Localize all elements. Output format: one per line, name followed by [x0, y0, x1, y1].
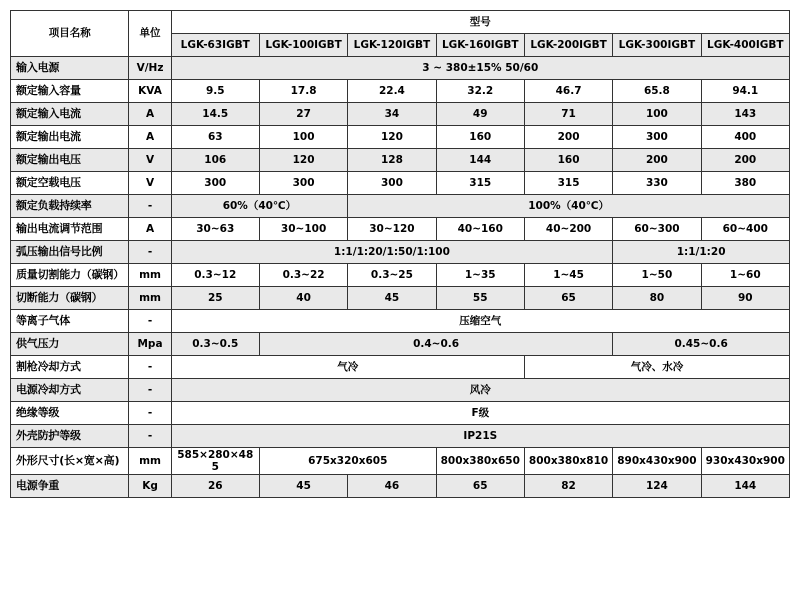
table-row — [11, 425, 790, 448]
row-value: 40~200 — [524, 218, 612, 241]
row-value: 9.5 — [171, 80, 259, 103]
row-value: 1:1/1:20/1:50/1:100 — [171, 241, 613, 264]
table-row — [11, 287, 790, 310]
row-label: 额定空载电压 — [11, 172, 129, 195]
table-row — [11, 379, 790, 402]
row-value: 60%（40℃） — [171, 195, 348, 218]
row-value: IP21S — [171, 425, 789, 448]
table-row — [11, 57, 790, 80]
row-value: 0.4~0.6 — [259, 333, 612, 356]
table-row — [11, 448, 790, 475]
row-unit: - — [129, 402, 171, 425]
row-value: 106 — [171, 149, 259, 172]
row-label: 外形尺寸(长×宽×高) — [11, 448, 129, 475]
row-value: 80 — [613, 287, 701, 310]
row-unit: - — [129, 356, 171, 379]
row-value: 63 — [171, 126, 259, 149]
row-value: 330 — [613, 172, 701, 195]
row-value: 40 — [259, 287, 347, 310]
row-value: 94.1 — [701, 80, 789, 103]
row-unit: - — [129, 241, 171, 264]
row-value: 120 — [348, 126, 436, 149]
table-body — [11, 57, 790, 498]
row-value: 100%（40℃） — [348, 195, 790, 218]
row-unit: - — [129, 379, 171, 402]
row-value: 27 — [259, 103, 347, 126]
row-label: 切断能力（碳钢） — [11, 287, 129, 310]
row-value: 65 — [524, 287, 612, 310]
row-label: 割枪冷却方式 — [11, 356, 129, 379]
row-value: 160 — [436, 126, 524, 149]
row-value: 300 — [259, 172, 347, 195]
row-value: 300 — [613, 126, 701, 149]
row-value: 3 ~ 380±15% 50/60 — [171, 57, 789, 80]
row-label: 等离子气体 — [11, 310, 129, 333]
row-label: 额定输出电流 — [11, 126, 129, 149]
header-item-name: 项目名称 — [11, 11, 129, 57]
row-value: 压缩空气 — [171, 310, 789, 333]
row-value: 90 — [701, 287, 789, 310]
row-unit: A — [129, 103, 171, 126]
row-value: 143 — [701, 103, 789, 126]
row-label: 电源争重 — [11, 475, 129, 498]
row-value: 0.3~0.5 — [171, 333, 259, 356]
row-value: 300 — [171, 172, 259, 195]
row-value: 25 — [171, 287, 259, 310]
row-value: 30~120 — [348, 218, 436, 241]
row-value: 800x380x650 — [436, 448, 524, 475]
row-value: 300 — [348, 172, 436, 195]
row-value: 0.3~25 — [348, 264, 436, 287]
row-value: 124 — [613, 475, 701, 498]
row-unit: V — [129, 149, 171, 172]
row-unit: V — [129, 172, 171, 195]
row-label: 外壳防护等级 — [11, 425, 129, 448]
table-row — [11, 333, 790, 356]
table-row — [11, 103, 790, 126]
row-label: 弧压输出信号比例 — [11, 241, 129, 264]
row-value: 100 — [259, 126, 347, 149]
row-value: 45 — [348, 287, 436, 310]
row-label: 电源冷却方式 — [11, 379, 129, 402]
row-value: F级 — [171, 402, 789, 425]
header-model-0: LGK-63IGBT — [171, 34, 259, 57]
table-row — [11, 356, 790, 379]
row-unit: mm — [129, 287, 171, 310]
row-value: 890x430x900 — [613, 448, 701, 475]
row-unit: A — [129, 126, 171, 149]
row-value: 930x430x900 — [701, 448, 789, 475]
table-row — [11, 80, 790, 103]
row-value: 200 — [613, 149, 701, 172]
table-row — [11, 241, 790, 264]
row-unit: KVA — [129, 80, 171, 103]
row-value: 60~400 — [701, 218, 789, 241]
table-row — [11, 264, 790, 287]
row-unit: V/Hz — [129, 57, 171, 80]
table-header — [11, 11, 790, 57]
row-value: 30~100 — [259, 218, 347, 241]
row-value: 1~35 — [436, 264, 524, 287]
header-model-2: LGK-120IGBT — [348, 34, 436, 57]
row-value: 120 — [259, 149, 347, 172]
specification-table — [10, 10, 790, 498]
row-value: 65.8 — [613, 80, 701, 103]
row-label: 额定输出电压 — [11, 149, 129, 172]
row-value: 315 — [524, 172, 612, 195]
row-value: 0.3~12 — [171, 264, 259, 287]
row-value: 26 — [171, 475, 259, 498]
row-value: 82 — [524, 475, 612, 498]
row-value: 160 — [524, 149, 612, 172]
row-unit: mm — [129, 448, 171, 475]
row-value: 71 — [524, 103, 612, 126]
row-unit: Mpa — [129, 333, 171, 356]
row-value: 30~63 — [171, 218, 259, 241]
row-label: 输入电源 — [11, 57, 129, 80]
row-value: 1~50 — [613, 264, 701, 287]
row-value: 315 — [436, 172, 524, 195]
row-value: 风冷 — [171, 379, 789, 402]
row-value: 49 — [436, 103, 524, 126]
row-value: 128 — [348, 149, 436, 172]
row-unit: Kg — [129, 475, 171, 498]
row-value: 40~160 — [436, 218, 524, 241]
row-value: 气冷、水冷 — [524, 356, 789, 379]
row-value: 1:1/1:20 — [613, 241, 790, 264]
row-value: 1~60 — [701, 264, 789, 287]
row-value: 34 — [348, 103, 436, 126]
row-value: 800x380x810 — [524, 448, 612, 475]
row-value: 46 — [348, 475, 436, 498]
row-value: 55 — [436, 287, 524, 310]
row-label: 额定输入电流 — [11, 103, 129, 126]
row-value: 585×280×485 — [171, 448, 259, 475]
header-model-4: LGK-200IGBT — [524, 34, 612, 57]
table-row — [11, 126, 790, 149]
row-unit: - — [129, 425, 171, 448]
table-row — [11, 310, 790, 333]
row-label: 输出电流调节范围 — [11, 218, 129, 241]
row-unit: - — [129, 195, 171, 218]
header-model-6: LGK-400IGBT — [701, 34, 789, 57]
row-label: 供气压力 — [11, 333, 129, 356]
row-value: 144 — [701, 475, 789, 498]
row-unit: - — [129, 310, 171, 333]
header-unit: 单位 — [129, 11, 171, 57]
row-label: 绝缘等级 — [11, 402, 129, 425]
row-value: 675x320x605 — [259, 448, 436, 475]
table-row — [11, 475, 790, 498]
row-value: 60~300 — [613, 218, 701, 241]
row-value: 400 — [701, 126, 789, 149]
row-value: 0.3~22 — [259, 264, 347, 287]
row-value: 45 — [259, 475, 347, 498]
row-value: 46.7 — [524, 80, 612, 103]
row-unit: mm — [129, 264, 171, 287]
row-value: 380 — [701, 172, 789, 195]
header-model-3: LGK-160IGBT — [436, 34, 524, 57]
table-row — [11, 195, 790, 218]
header-model-group: 型号 — [171, 11, 789, 34]
row-value: 17.8 — [259, 80, 347, 103]
table-row — [11, 149, 790, 172]
row-value: 1~45 — [524, 264, 612, 287]
table-row — [11, 172, 790, 195]
header-model-1: LGK-100IGBT — [259, 34, 347, 57]
row-unit: A — [129, 218, 171, 241]
header-model-5: LGK-300IGBT — [613, 34, 701, 57]
row-value: 0.45~0.6 — [613, 333, 790, 356]
row-label: 额定输入容量 — [11, 80, 129, 103]
header-row-top — [11, 11, 790, 34]
row-value: 200 — [524, 126, 612, 149]
row-label: 额定负载持续率 — [11, 195, 129, 218]
row-value: 65 — [436, 475, 524, 498]
table-row — [11, 402, 790, 425]
row-value: 14.5 — [171, 103, 259, 126]
row-value: 100 — [613, 103, 701, 126]
row-value: 200 — [701, 149, 789, 172]
row-label: 质量切割能力（碳钢） — [11, 264, 129, 287]
row-value: 144 — [436, 149, 524, 172]
row-value: 气冷 — [171, 356, 524, 379]
row-value: 22.4 — [348, 80, 436, 103]
table-row — [11, 218, 790, 241]
row-value: 32.2 — [436, 80, 524, 103]
